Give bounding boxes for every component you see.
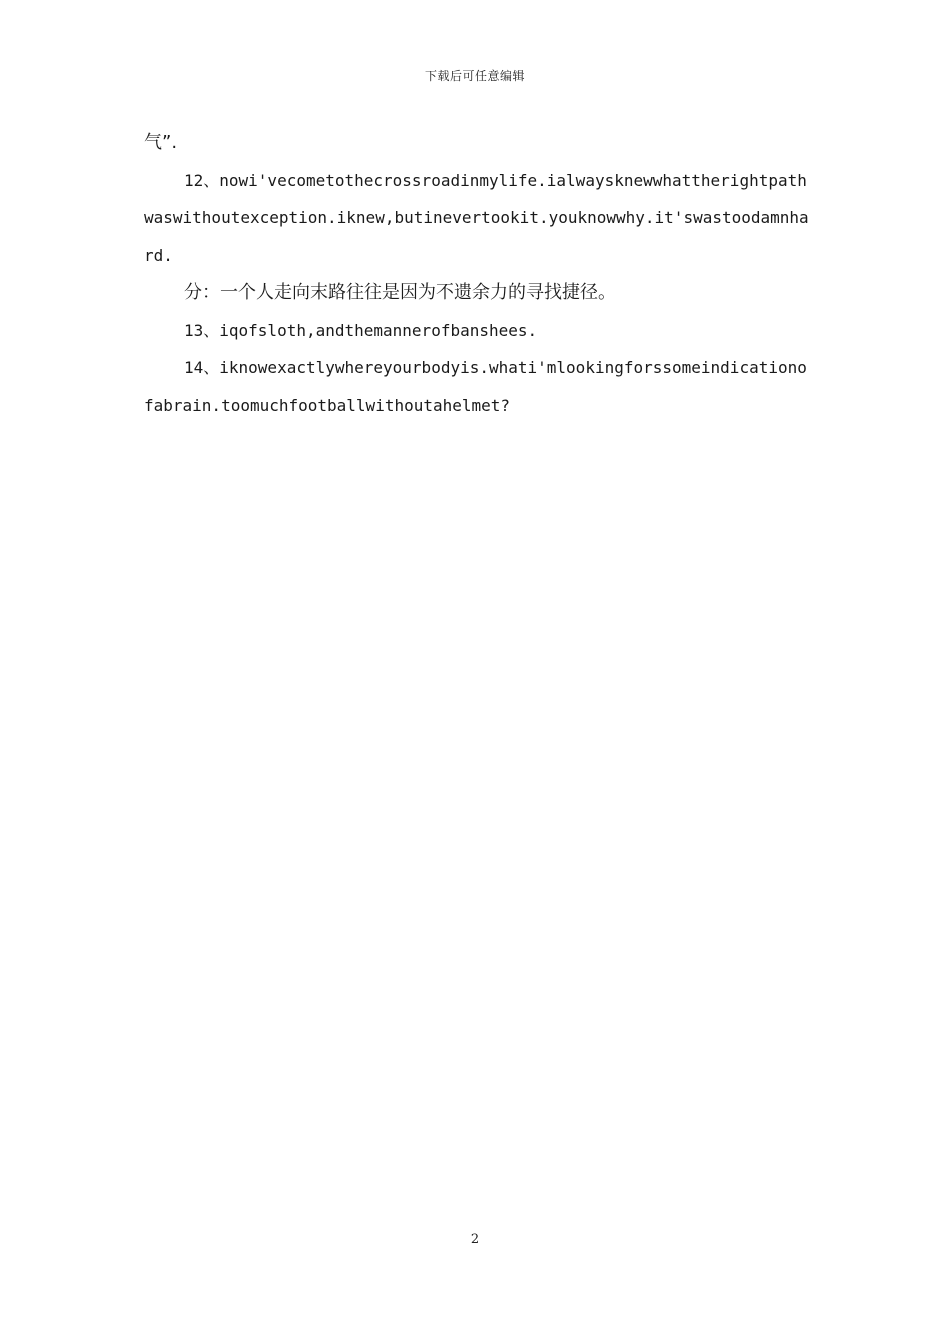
text-line-7: 14、iknowexactlywhereyourbodyis.whati'mlookingforssomeindicationo xyxy=(184,358,807,377)
text-line-6: 13、iqofsloth,andthemannerofbanshees. xyxy=(184,320,538,340)
text-line-4: rd. xyxy=(144,245,173,265)
text-line-8: fabrain.toomuchfootballwithoutahelmet? xyxy=(144,395,511,415)
text-line-2: 12、nowi'vecometothecrossroadinmylife.ialwaysknewwhattherightpath xyxy=(184,170,807,190)
text-line-1: 气”. xyxy=(144,132,178,153)
page-header: 下载后可任意编辑 xyxy=(424,69,525,83)
page-number: 2 xyxy=(470,1232,480,1247)
text-line-5: 分：一个人走向末路往往是因为不遗余力的寻找捷径。 xyxy=(184,282,616,303)
document-body xyxy=(144,124,810,424)
text-line-3: waswithoutexception.iknew,butinevertookit.youknowwhy.it'swastoodamnha xyxy=(144,208,809,227)
